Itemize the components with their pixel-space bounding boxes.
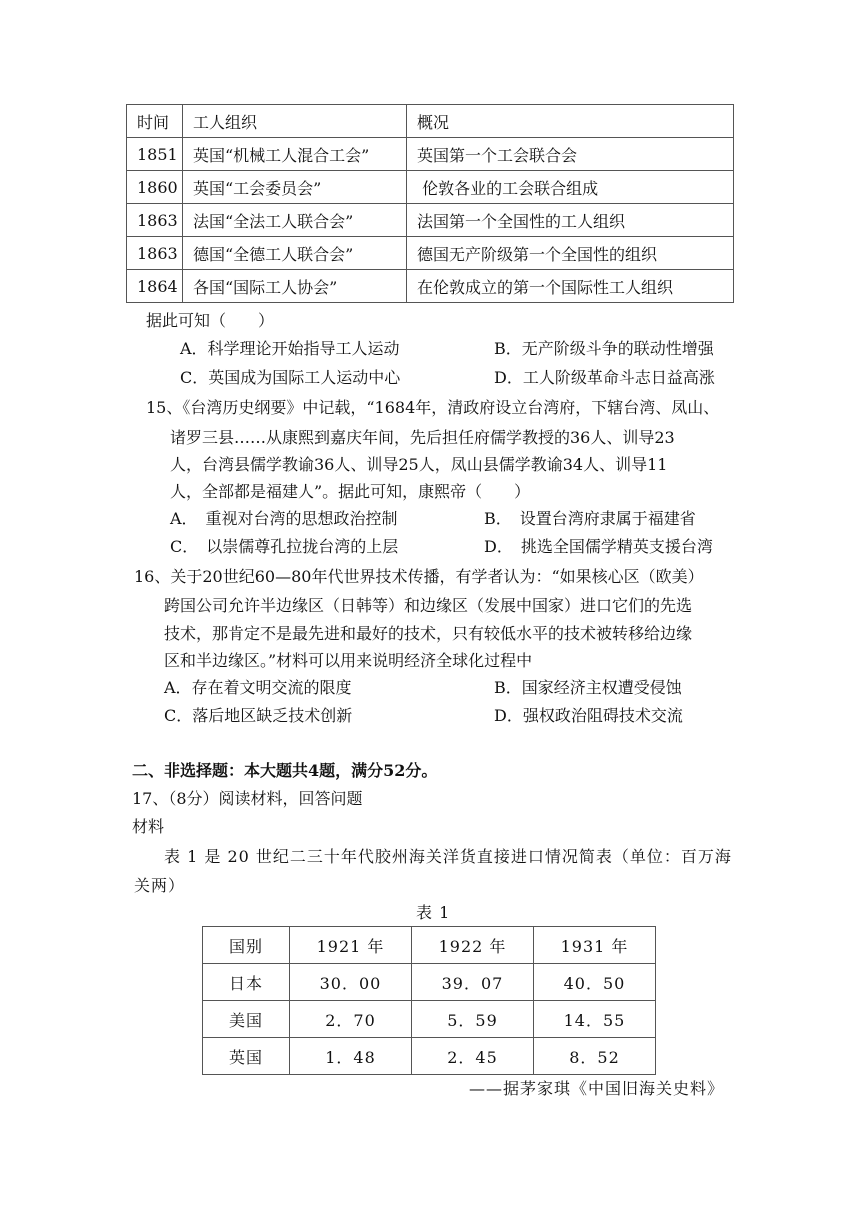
table-cell: 德国无产阶级第一个全国性的组织 [407, 237, 734, 270]
table-cell: 1864 [127, 270, 183, 303]
q16-stem-line-2: 跨国公司允许半边缘区（日韩等）和边缘区（发展中国家）进口它们的先选 [164, 596, 693, 615]
table-cell: 1863 [127, 204, 183, 237]
table-cell: 英国第一个工会联合会 [407, 138, 734, 171]
q16-option-a[interactable]: A．存在着文明交流的限度 [164, 678, 352, 697]
q15-stem-line-2: 诸罗三县……从康熙到嘉庆年间，先后担任府儒学教授的36人、训导23 [170, 428, 675, 447]
section-heading: 二、非选择题：本大题共4题，满分52分。 [132, 761, 438, 780]
q16-option-b[interactable]: B．国家经济主权遭受侵蚀 [494, 678, 682, 697]
table-cell: 2．45 [412, 1038, 534, 1075]
table-cell: 英国 [203, 1038, 290, 1075]
table-row [127, 270, 734, 303]
table-cell: 美国 [203, 1001, 290, 1038]
q16-option-d[interactable]: D．强权政治阻碍技术交流 [494, 706, 683, 725]
table-row [203, 964, 656, 1001]
q14-option-c[interactable]: C．英国成为国际工人运动中心 [180, 368, 401, 387]
table-caption: 表 1 [416, 903, 451, 922]
q14-stem: 据此可知（ ） [146, 311, 275, 330]
table-row [127, 171, 734, 204]
q16-stem-line-1: 16、关于20世纪60—80年代世界技术传播，有学者认为：“如果核心区（欧美） [134, 567, 704, 586]
table-cell: 30．00 [290, 964, 412, 1001]
table-intro-line-2: 关两） [134, 876, 186, 895]
material-label: 材料 [132, 817, 165, 836]
q14-option-b[interactable]: B．无产阶级斗争的联动性增强 [494, 339, 714, 358]
table-cell: 英国“机械工人混合工会” [183, 138, 407, 171]
table-cell: 英国“工会委员会” [183, 171, 407, 204]
q16-option-c[interactable]: C．落后地区缺乏技术创新 [164, 706, 353, 725]
q17-title: 17、（8分）阅读材料，回答问题 [132, 789, 363, 808]
labor-organizations-table [126, 104, 734, 303]
header-overview: 概况 [407, 105, 734, 138]
customs-import-table [202, 926, 656, 1075]
q15-stem-line-4: 人，全部都是福建人”。据此可知，康熙帝（ ） [170, 482, 531, 501]
header-organization: 工人组织 [183, 105, 407, 138]
table-cell: 40．50 [534, 964, 656, 1001]
table-row [203, 1038, 656, 1075]
table-cell: 2．70 [290, 1001, 412, 1038]
table-cell: 法国“全法工人联合会” [183, 204, 407, 237]
header-country: 国别 [203, 927, 290, 964]
table-header-row [127, 105, 734, 138]
table-cell: 5．59 [412, 1001, 534, 1038]
table-intro-line-1: 表 1 是 20 世纪二三十年代胶州海关洋货直接进口情况简表（单位：百万海 [164, 847, 732, 866]
table-cell: 1851 [127, 138, 183, 171]
q15-stem-line-3: 人，台湾县儒学教谕36人、训导25人，凤山县儒学教谕34人、训导11 [170, 455, 668, 474]
table-cell: 德国“全德工人联合会” [183, 237, 407, 270]
table-cell: 日本 [203, 964, 290, 1001]
table-cell: 在伦敦成立的第一个国际性工人组织 [407, 270, 734, 303]
q15-stem-line-1: 15、《台湾历史纲要》中记载，“1684年，清政府设立台湾府，下辖台湾、凤山、 [146, 398, 720, 417]
q16-stem-line-4: 区和半边缘区。”材料可以用来说明经济全球化过程中 [164, 651, 533, 670]
header-1922: 1922 年 [412, 927, 534, 964]
table-header-row [203, 927, 656, 964]
table-row [127, 237, 734, 270]
table-row [203, 1001, 656, 1038]
q15-option-b[interactable]: B． 设置台湾府隶属于福建省 [484, 509, 696, 528]
q16-stem-line-3: 技术，那肯定不是最先进和最好的技术，只有较低水平的技术被转移给边缘 [164, 624, 693, 643]
q15-option-c[interactable]: C． 以崇儒尊孔拉拢台湾的上层 [170, 537, 399, 556]
table-cell: 39．07 [412, 964, 534, 1001]
q15-option-d[interactable]: D． 挑选全国儒学精英支援台湾 [484, 537, 713, 556]
header-time: 时间 [127, 105, 183, 138]
table-cell: 8．52 [534, 1038, 656, 1075]
q14-option-a[interactable]: A．科学理论开始指导工人运动 [180, 339, 400, 358]
table-cell: 1863 [127, 237, 183, 270]
table-row [127, 204, 734, 237]
table-row [127, 138, 734, 171]
table-cell: 法国第一个全国性的工人组织 [407, 204, 734, 237]
q14-option-d[interactable]: D．工人阶级革命斗志日益高涨 [494, 368, 715, 387]
q15-option-a[interactable]: A． 重视对台湾的思想政治控制 [170, 509, 398, 528]
table-cell: 各国“国际工人协会” [183, 270, 407, 303]
header-1931: 1931 年 [534, 927, 656, 964]
table-cell: 1860 [127, 171, 183, 204]
table-cell: 伦敦各业的工会联合组成 [407, 171, 734, 204]
header-1921: 1921 年 [290, 927, 412, 964]
table-cell: 14．55 [534, 1001, 656, 1038]
source-citation: ——据茅家琪《中国旧海关史料》 [468, 1079, 724, 1098]
table-cell: 1．48 [290, 1038, 412, 1075]
